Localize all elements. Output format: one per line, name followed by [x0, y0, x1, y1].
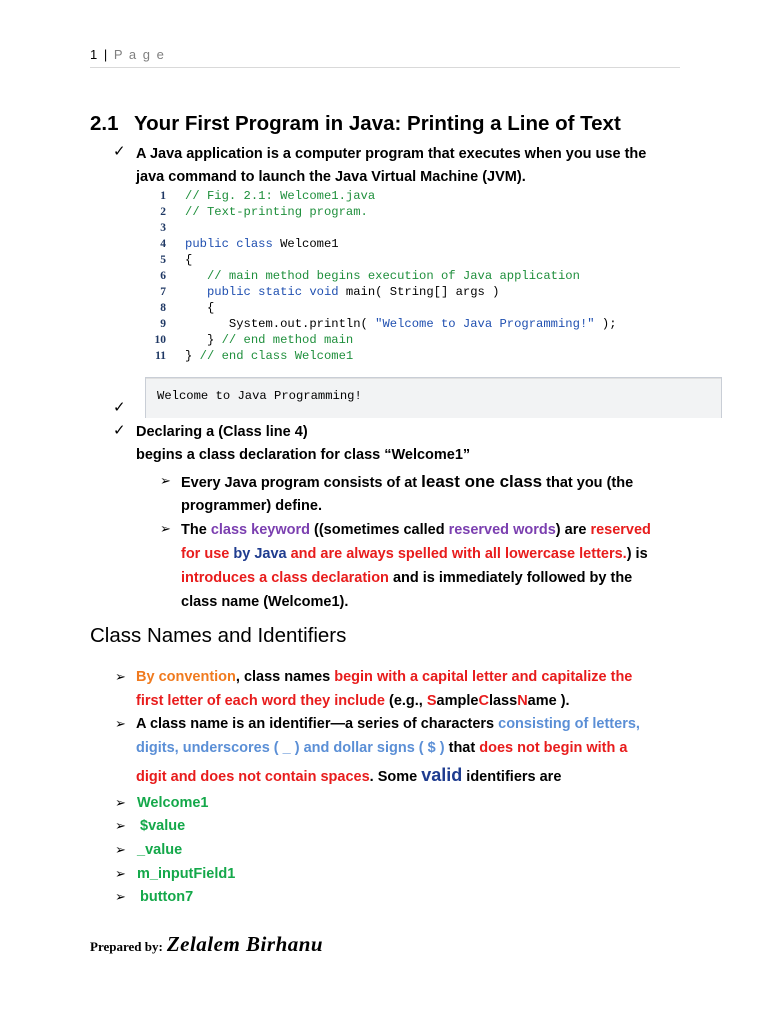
intro-line-1: A Java application is a computer program that executes when you use the [136, 146, 647, 162]
example-part: ample [436, 693, 479, 709]
code-line-1: // Fig. 2.1: Welcome1.java [185, 189, 376, 203]
valid-term: valid [421, 765, 463, 785]
line-number: 7 [160, 286, 166, 298]
code-line-8: { [185, 301, 215, 315]
code-text: } [185, 349, 200, 363]
line-number: 4 [160, 238, 166, 250]
bullet-text: ((sometimes called [309, 522, 449, 538]
line-number: 9 [160, 318, 166, 330]
bullet-class-keyword [181, 518, 651, 542]
checkmark-icon: ✓ [113, 422, 126, 439]
identifier-item: m_inputField1 [137, 866, 236, 882]
code-line-6: // main method begins execution of Java application [185, 269, 580, 283]
line-number: 11 [155, 350, 166, 362]
code-line-4 [185, 237, 339, 251]
arrow-bullet-icon: ➢ [160, 473, 171, 488]
line-number: 6 [160, 270, 166, 282]
bullet-text: , class names [235, 669, 335, 685]
line-number: 10 [154, 334, 166, 346]
code-line-5: { [185, 253, 193, 267]
example-letter: N [517, 693, 528, 709]
arrow-bullet-icon: ➢ [115, 669, 126, 684]
identifier-line-1 [136, 712, 640, 736]
example-part: lass [488, 693, 518, 709]
code-text: Welcome1 [272, 237, 339, 251]
arrow-bullet-icon: ➢ [160, 521, 171, 536]
line-number: 3 [160, 222, 166, 234]
arrow-bullet-icon: ➢ [115, 889, 126, 904]
prepared-by-label: Prepared by: [90, 939, 163, 954]
example-letter: C [478, 693, 489, 709]
by-java-term: by Java [233, 546, 287, 562]
identifier-line-3 [136, 763, 561, 789]
code-string: "Welcome to Java Programming!" [375, 317, 595, 331]
bullet-class-keyword-line-2 [181, 542, 648, 566]
bullet-emphasis: least one class [421, 472, 543, 491]
bullet-text: that you (the [542, 475, 634, 491]
identifier-item: Welcome1 [137, 795, 209, 811]
bullet-text: first letter of each word they include [136, 693, 385, 709]
bullet-text: A class name is an identifier—a series of characters [136, 716, 499, 732]
code-comment: // end method main [221, 333, 354, 347]
bullet-text: does not begin with a [479, 740, 628, 756]
identifier-item: _value [137, 842, 183, 858]
class-names-heading: Class Names and Identifiers [90, 624, 347, 647]
convention-line-1 [136, 665, 632, 689]
bullet-text: introduces a class declaration [181, 570, 389, 586]
arrow-bullet-icon: ➢ [115, 795, 126, 810]
bullet-text: and are always spelled with all lowercase letters. [286, 546, 627, 562]
code-line-9 [185, 317, 617, 331]
checkmark-icon: ✓ [113, 143, 126, 160]
prepared-by-footer [90, 932, 323, 957]
bullet-text: consisting of letters, [498, 716, 640, 732]
line-number: 5 [160, 254, 166, 266]
bullet-text: ) is [626, 546, 648, 562]
bullet-text: (e.g., [384, 693, 427, 709]
declaring-line-1: Declaring a (Class line 4) [136, 424, 308, 440]
bullet-text: ) are [555, 522, 591, 538]
bullet-text: Every Java program consists of at [181, 475, 422, 491]
program-output-box [145, 377, 722, 418]
code-listing [0, 0, 768, 370]
identifier-line-2 [136, 736, 627, 760]
bullet-text: The [181, 522, 211, 538]
example-part: ame [527, 693, 557, 709]
code-text: } [185, 333, 222, 347]
code-keyword: public class [185, 237, 273, 251]
bullet-text: begin with a capital letter and capitalize the [334, 669, 633, 685]
page-label: P a g e [113, 47, 166, 62]
bullet-text: . Some [369, 769, 422, 785]
code-comment: // end class Welcome1 [199, 349, 354, 363]
line-number: 8 [160, 302, 166, 314]
code-text: main( String[] args ) [338, 285, 500, 299]
line-number: 1 [160, 190, 166, 202]
bullet-every-program-line-2: programmer) define. [181, 498, 322, 514]
bullet-class-keyword-line-3 [181, 566, 632, 590]
declaring-line-2: begins a class declaration for class “Welcome1” [136, 447, 471, 463]
bullet-text: identifiers are [462, 769, 562, 785]
code-line-11 [185, 349, 353, 363]
bullet-text: for use [181, 546, 234, 562]
bullet-text: that [444, 740, 480, 756]
author-name: Zelalem Birhanu [166, 932, 324, 956]
bullet-text: digits, underscores ( _ ) and dollar signs ( $ ) [136, 740, 445, 756]
bullet-text: ). [556, 693, 570, 709]
code-text: ); [594, 317, 617, 331]
bullet-every-program [181, 470, 633, 495]
header-separator: | [103, 47, 109, 62]
section-number: 2.1 [90, 112, 119, 135]
arrow-bullet-icon: ➢ [115, 716, 126, 731]
class-keyword-term: class keyword [210, 522, 310, 538]
page-number: 1 [90, 47, 99, 62]
code-keyword: public static void [185, 285, 339, 299]
example-letter: S [426, 693, 437, 709]
bullet-text: digit and does not contain spaces [136, 769, 370, 785]
code-line-10 [185, 333, 353, 347]
reserved-term: reserved [590, 522, 651, 538]
arrow-bullet-icon: ➢ [115, 842, 126, 857]
code-line-7 [185, 285, 500, 299]
bullet-class-keyword-line-4: class name (Welcome1). [181, 594, 349, 610]
arrow-bullet-icon: ➢ [115, 818, 126, 833]
code-text: System.out.println( [185, 317, 376, 331]
bullet-text: and is immediately followed by the [388, 570, 633, 586]
identifier-item: button7 [140, 889, 194, 905]
convention-line-2 [136, 689, 570, 713]
arrow-bullet-icon: ➢ [115, 866, 126, 881]
by-convention-term: By convention [136, 669, 236, 685]
identifier-item: $value [140, 818, 186, 834]
section-title-text: Your First Program in Java: Printing a Line of Text [134, 112, 621, 135]
checkmark-icon: ✓ [113, 399, 126, 416]
reserved-words-term: reserved words [448, 522, 556, 538]
intro-line-2: java command to launch the Java Virtual Machine (JVM). [136, 169, 526, 185]
code-line-2: // Text-printing program. [185, 205, 368, 219]
line-number: 2 [160, 206, 166, 218]
program-output-text: Welcome to Java Programming! [157, 389, 362, 403]
